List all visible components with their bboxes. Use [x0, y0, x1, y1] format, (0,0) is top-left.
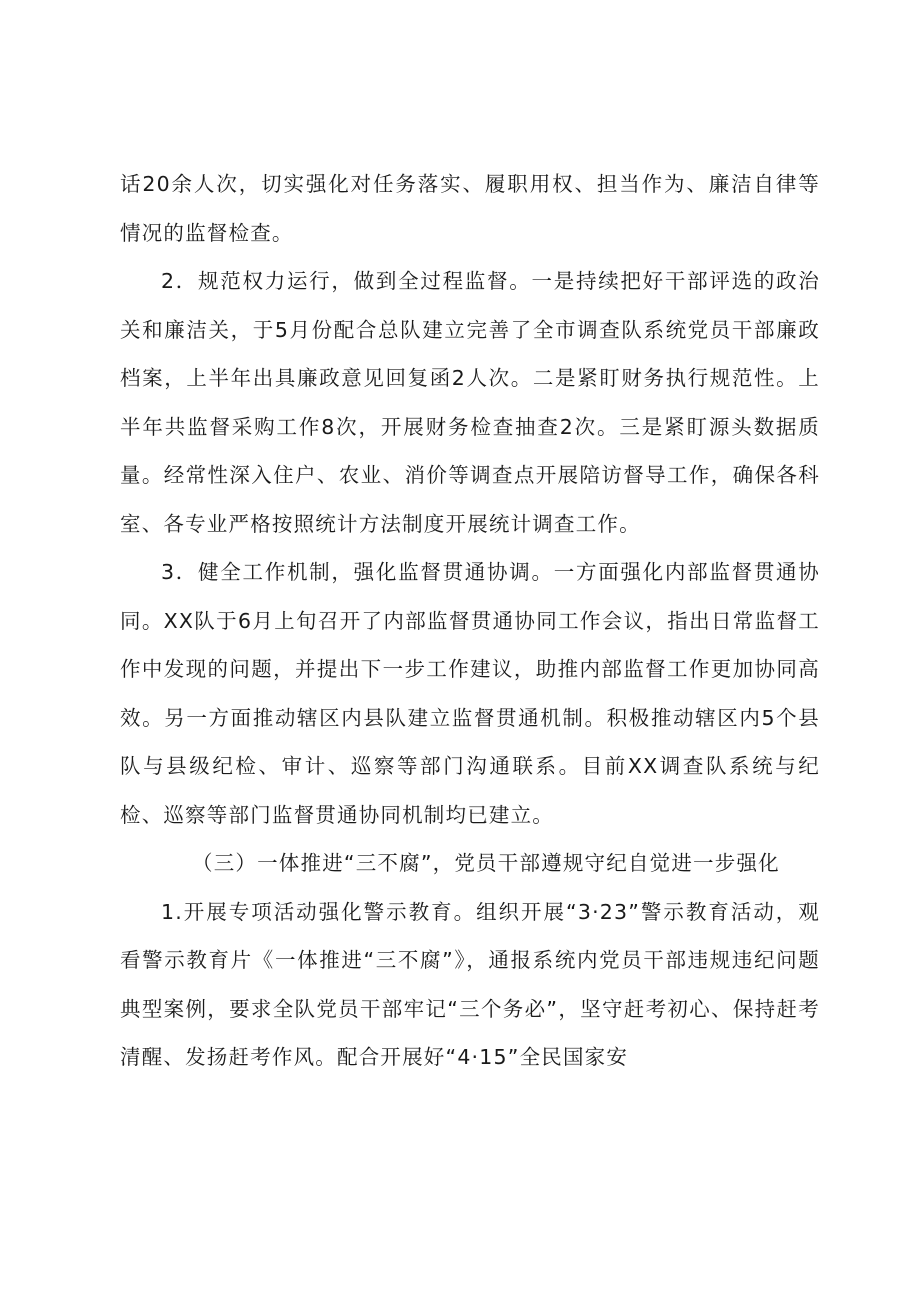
paragraph-item-2: 2．规范权力运行，做到全过程监督。一是持续把好干部评选的政治关和廉洁关，于5月份配合总队建立完善了全市调查队系统党员干部廉政档案，上半年出具廉政意见回复函2人次。二是紧盯财务执行规范性。上半年共监督采购工作8次，开展财务检查抽查2次。三是紧盯源头数据质量。经常性深入住户、农业、消价等调查点开展陪访督导工作，确保各科室、各专业严格按照统计方法制度开展统计调查工作。	[120, 269, 820, 536]
section-heading: （三）一体推进“三不腐”，党员干部遵规守纪自觉进一步强化	[192, 851, 780, 875]
paragraph-item-3: 3．健全工作机制，强化监督贯通协调。一方面强化内部监督贯通协同。XX队于6月上旬召开了内部监督贯通协同工作会议，指出日常监督工作中发现的问题，并提出下一步工作建议，助推内部监督工作更加协同高效。另一方面推动辖区内县队建立监督贯通机制。积极推动辖区内5个县队与县级纪检、审计、巡察等部门沟通联系。目前XX调查队系统与纪检、巡察等部门监督贯通协同机制均已建立。	[120, 560, 820, 827]
body-text	[120, 160, 820, 1082]
paragraph-item-1: 1.开展专项活动强化警示教育。组织开展“3·23”警示教育活动，观看警示教育片《一体推进“三不腐”》，通报系统内党员干部违规违纪问题典型案例，要求全队党员干部牢记“三个务必”，坚守赶考初心、保持赶考清醒、发扬赶考作风。配合开展好“4·15”全民国家安	[120, 899, 820, 1069]
paragraph-continuation: 话20余人次，切实强化对任务落实、履职用权、担当作为、廉洁自律等情况的监督检查。	[120, 172, 820, 245]
